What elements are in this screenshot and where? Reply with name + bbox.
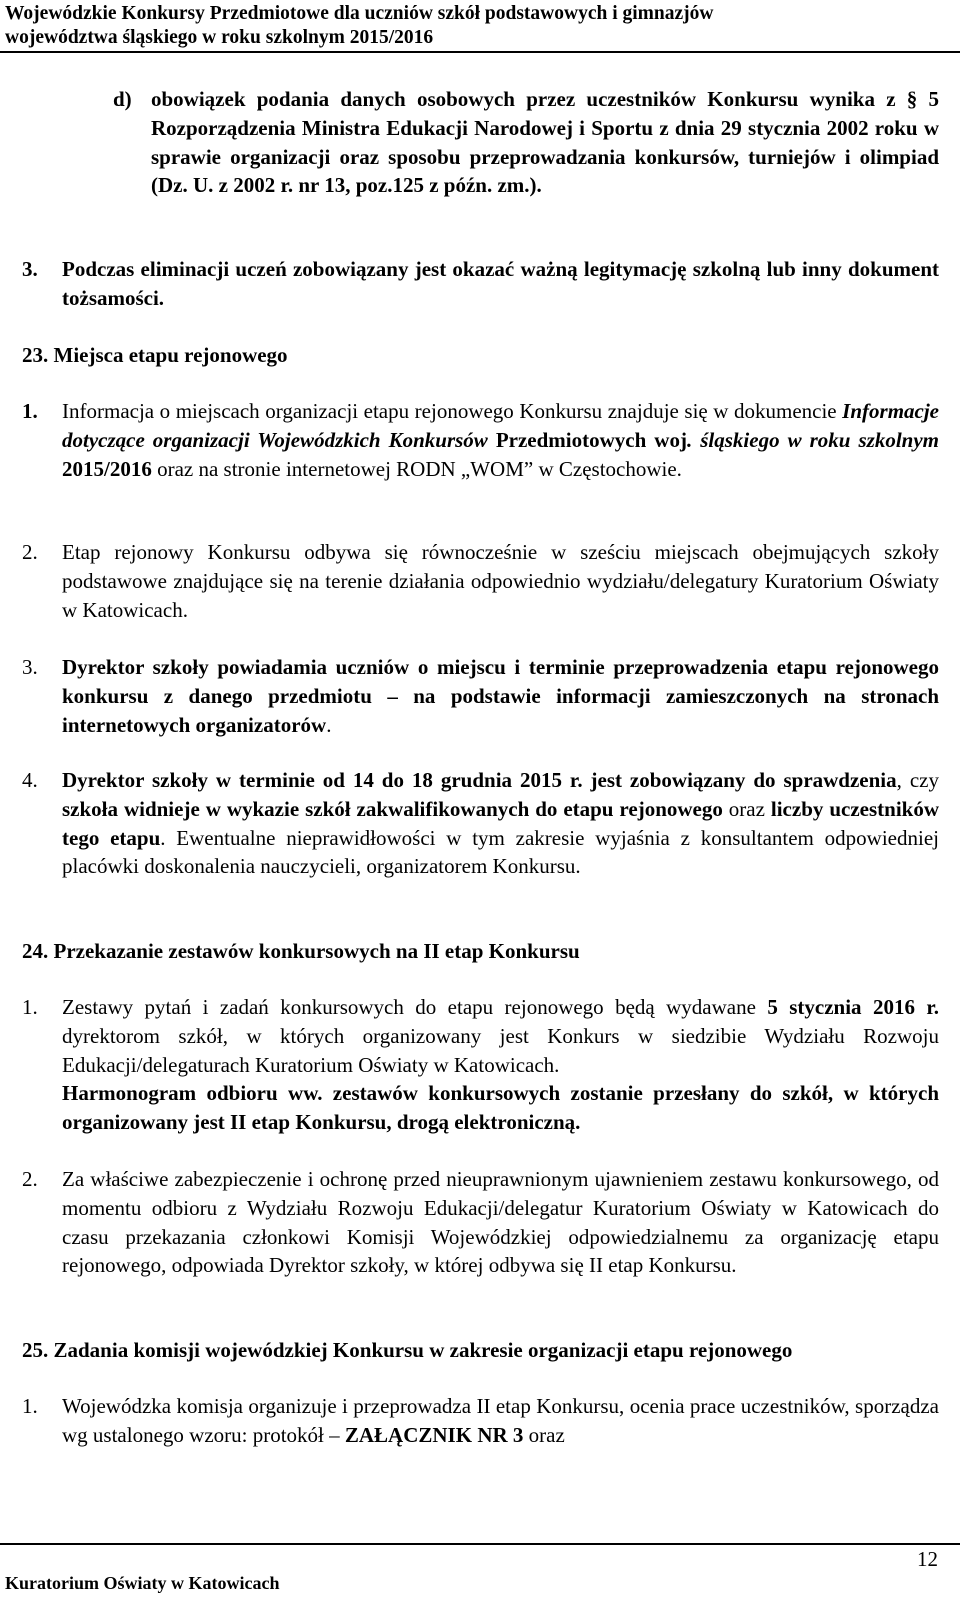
section-24-heading: 24. Przekazanie zestawów konkursowych na II etap Konkursu bbox=[22, 939, 580, 963]
page-number: 12 bbox=[917, 1547, 938, 1571]
s23-item-2-marker: 2. bbox=[22, 540, 38, 564]
header-divider bbox=[0, 51, 960, 53]
s23-item-3-marker: 3. bbox=[22, 655, 38, 679]
item-d-text: obowiązek podania danych osobowych przez uczestników Konkursu wynika z § 5 Rozporządzenia Ministra Edukacji Narodowej i Sportu z dnia 29 stycznia 2002 roku w sprawie organizacji oraz sposobu przeprowadzania konkursów, turniejów i olimpiad (Dz. U. z 2002 r. nr 13, poz.125 z późn. zm.). bbox=[151, 87, 939, 198]
footer-org: Kuratorium Oświaty w Katowicach bbox=[5, 1573, 280, 1593]
s23-item-1-text: Informacja o miejscach organizacji etapu rejonowego Konkursu znajduje się w dokumencie Informacje dotyczące organizacji Wojewódzkich Konkursów Przedmiotowych woj. śląskiego w roku szkolnym 2015/2016 oraz na stronie internetowej RODN „WOM” w Częstochowie. bbox=[62, 399, 939, 481]
item-3-marker: 3. bbox=[22, 257, 38, 281]
item-d-marker: d) bbox=[113, 87, 132, 111]
s24-item-2-text: Za właściwe zabezpieczenie i ochronę przed nieuprawnionym ujawnieniem zestawu konkursowego, od momentu odbioru z Wydziału Rozwoju Edukacji/delegatur Kuratorium Oświaty w Katowicach do czasu przekazania członkowi Komisji Wojewódzkiej odpowiedzialnemu za organizację etapu rejonowego, odpowiada Dyrektor szkoły, w której odbywa się II etap Konkursu. bbox=[62, 1167, 939, 1278]
s24-item-2-marker: 2. bbox=[22, 1167, 38, 1191]
s25-item-1-text: Wojewódzka komisja organizuje i przeprowadza II etap Konkursu, ocenia prace uczestników, sporządza wg ustalonego wzoru: protokół – ZAŁĄCZNIK NR 3 oraz bbox=[62, 1394, 939, 1447]
s23-item-2-text: Etap rejonowy Konkursu odbywa się równocześnie w sześciu miejscach obejmujących szkoły podstawowe znajdujące się na terenie działania odpowiednio wydziału/delegatury Kuratorium Oświaty w Katowicach. bbox=[62, 540, 939, 622]
s23-item-1-marker: 1. bbox=[22, 399, 38, 423]
section-23-heading: 23. Miejsca etapu rejonowego bbox=[22, 343, 288, 367]
header-line-2: województwa śląskiego w roku szkolnym 2015/2016 bbox=[5, 27, 434, 48]
header-line-1: Wojewódzkie Konkursy Przedmiotowe dla uczniów szkół podstawowych i gimnazjów bbox=[5, 3, 714, 24]
s24-item-1-schedule-note: Harmonogram odbioru ww. zestawów konkursowych zostanie przesłany do szkół, w których organizowany jest II etap Konkursu, drogą elektroniczną. bbox=[62, 1081, 939, 1134]
s23-item-4-marker: 4. bbox=[22, 768, 38, 792]
s23-item-4-text: Dyrektor szkoły w terminie od 14 do 18 grudnia 2015 r. jest zobowiązany do sprawdzenia, czy szkoła widnieje w wykazie szkół zakwalifikowanych do etapu rejonowego oraz liczby uczestników tego etapu. Ewentualne nieprawidłowości w tym zakresie wyjaśnia z konsultantem odpowiedniej placówki doskonalenia nauczycieli, organizatorem Konkursu. bbox=[62, 768, 939, 879]
item-3-text: Podczas eliminacji uczeń zobowiązany jest okazać ważną legitymację szkolną lub inny dokument tożsamości. bbox=[62, 257, 939, 310]
footer-divider bbox=[0, 1543, 960, 1545]
section-25-heading: 25. Zadania komisji wojewódzkiej Konkursu w zakresie organizacji etapu rejonowego bbox=[22, 1338, 793, 1362]
s23-item-3-text: Dyrektor szkoły powiadamia uczniów o miejscu i terminie przeprowadzenia etapu rejonowego konkursu z danego przedmiotu – na podstawie informacji zamieszczonych na stronach internetowych organizatorów. bbox=[62, 655, 939, 737]
s24-item-1-marker: 1. bbox=[22, 995, 38, 1019]
s25-item-1-marker: 1. bbox=[22, 1394, 38, 1418]
s24-item-1-text: Zestawy pytań i zadań konkursowych do etapu rejonowego będą wydawane 5 stycznia 2016 r. dyrektorom szkół, w których organizowany jest Konkurs w siedzibie Wydziału Rozwoju Edukacji/delegaturach Kuratorium Oświaty w Katowicach. bbox=[62, 995, 940, 1077]
